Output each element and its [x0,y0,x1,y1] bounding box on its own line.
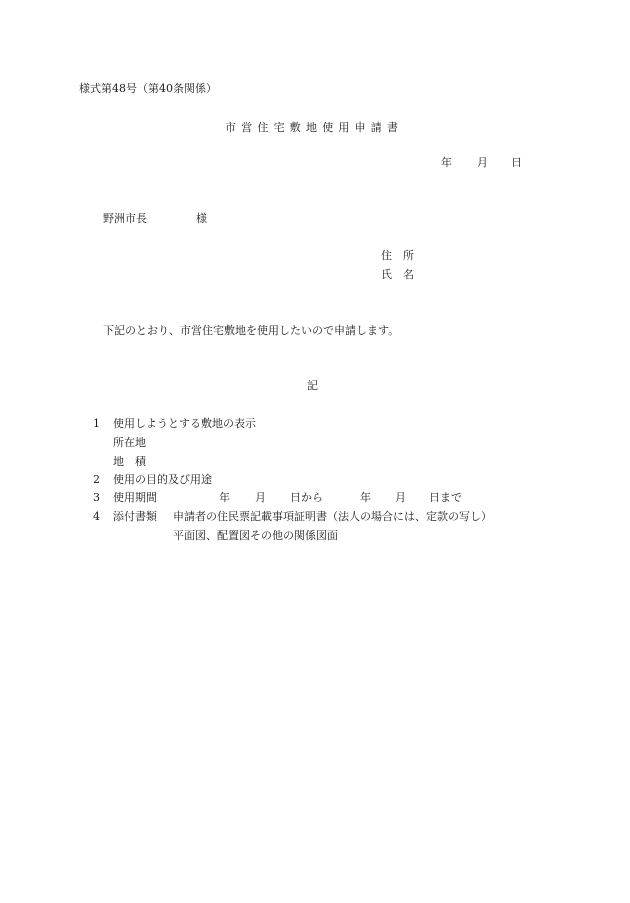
date-day: 日 [511,156,522,169]
item1-location: 所在地 [113,436,146,449]
item4-doc2: 平面図、配置図その他の関係図面 [173,529,338,542]
item4-doc1: 申請者の住民票記載事項証明書（法人の場合には、定款の写し） [173,510,492,523]
date-year: 年 [441,156,452,169]
applicant-address-label: 住 所 [381,249,414,262]
item3-to-month: 月 [395,491,406,504]
applicant-name-label: 氏 名 [381,268,414,281]
form-number: 様式第48号（第40条関係） [79,82,217,95]
item3-label: 使用期間 [113,491,157,504]
item2-number: 2 [93,473,100,486]
ki-heading: 記 [307,379,318,392]
item1-label: 使用しようとする敷地の表示 [113,417,256,430]
date-month: 月 [477,156,488,169]
item3-to-year: 年 [360,491,371,504]
item2-label: 使用の目的及び用途 [113,473,212,486]
item1-area: 地 積 [113,455,146,468]
addressee-name: 野洲市長 [103,212,147,225]
item3-from-year: 年 [219,491,230,504]
item3-from-day: 日から [290,491,323,504]
item3-to-day: 日まで [429,491,462,504]
intro-text: 下記のとおり、市営住宅敷地を使用したいので申請します。 [103,324,400,337]
item3-number: 3 [93,491,100,504]
item4-number: 4 [93,510,100,523]
item4-label: 添付書類 [113,510,157,523]
document-title: 市営住宅敷地使用申請書 [225,121,404,134]
item1-number: 1 [93,417,100,430]
addressee-honorific: 様 [196,212,207,225]
item3-from-month: 月 [255,491,266,504]
